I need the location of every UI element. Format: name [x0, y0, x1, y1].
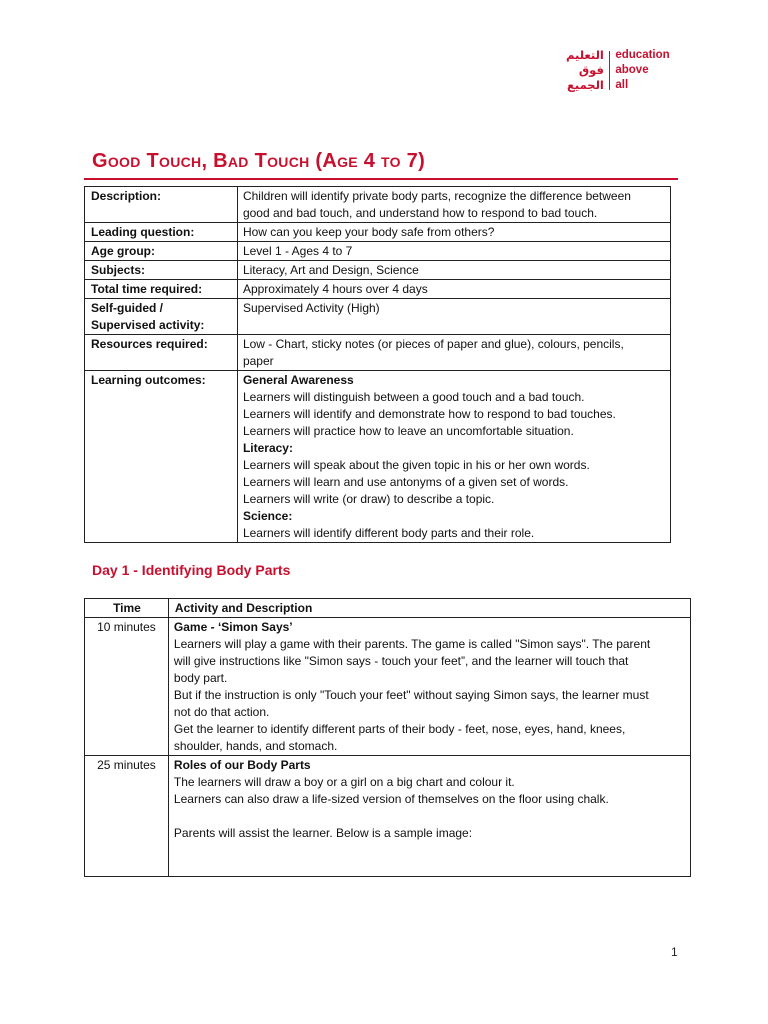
activity-line: Learners can also draw a life-sized version of themselves on the floor using chalk.: [173, 792, 609, 806]
page-title: Good Touch, Bad Touch (Age 4 to 7): [92, 150, 426, 172]
activity-line: shoulder, hands, and stomach.: [173, 739, 338, 753]
overview-value-line: Children will identify private body parts, recognize the difference between: [242, 189, 631, 203]
overview-value: [237, 280, 670, 299]
overview-row: [85, 242, 671, 261]
activity-column-header: Activity and Description: [168, 599, 690, 618]
activity-line: not do that action.: [173, 705, 270, 719]
overview-value: [237, 242, 670, 261]
logo-english-line: above: [615, 64, 649, 76]
outcome-item: Learners will practice how to leave an uncomfortable situation.: [242, 424, 574, 438]
education-above-all-logo: [566, 48, 670, 93]
outcome-group-heading: Science:: [242, 509, 293, 523]
activity-row: [85, 618, 691, 756]
overview-key: Age group:: [85, 242, 238, 261]
overview-value-line: paper: [242, 354, 274, 368]
logo-english-line: all: [615, 79, 629, 91]
overview-value-line: How can you keep your body safe from others?: [242, 225, 495, 239]
activity-line: The learners will draw a boy or a girl on a big chart and colour it.: [173, 775, 515, 789]
logo-arabic-line: فوق: [578, 63, 604, 77]
logo-arabic-line: الجميع: [567, 78, 604, 92]
activity-line: will give instructions like "Simon says - touch your feet”, and the learner will touch that: [173, 654, 629, 668]
overview-row: [85, 335, 671, 371]
overview-value-line: Low - Chart, sticky notes (or pieces of paper and glue), colours, pencils,: [242, 337, 624, 351]
overview-row: [85, 187, 671, 223]
outcome-item: Learners will write (or draw) to describe a topic.: [242, 492, 495, 506]
overview-key: Self-guided / Supervised activity:: [85, 299, 238, 335]
overview-table: [84, 186, 671, 543]
outcome-item: Learners will speak about the given topic in his or her own words.: [242, 458, 590, 472]
overview-value: [237, 261, 670, 280]
logo-english-text: [610, 48, 669, 93]
overview-key: Leading question:: [85, 223, 238, 242]
overview-value-line: good and bad touch, and understand how to respond to bad touch.: [242, 206, 598, 220]
overview-value: [237, 299, 670, 335]
logo-arabic-line: التعليم: [566, 48, 604, 62]
overview-table-body: [85, 187, 671, 543]
day1-activity-table: [84, 598, 691, 877]
blank-line: [174, 808, 685, 825]
activity-line: But if the instruction is only "Touch your feet" without saying Simon says, the learner must: [173, 688, 649, 702]
outcome-item: Learners will distinguish between a good touch and a bad touch.: [242, 390, 585, 404]
overview-row: [85, 280, 671, 299]
page-number: 1: [671, 945, 678, 959]
overview-key: Resources required:: [85, 335, 238, 371]
overview-value: [237, 187, 670, 223]
overview-row: [85, 299, 671, 335]
overview-value: [237, 223, 670, 242]
overview-row: [85, 223, 671, 242]
activity-line: Get the learner to identify different parts of their body - feet, nose, eyes, hand, knees,: [173, 722, 626, 736]
learning-outcomes-row: [85, 371, 671, 543]
overview-key: Description:: [85, 187, 238, 223]
overview-value-line: Level 1 - Ages 4 to 7: [242, 244, 353, 258]
overview-value-line: Approximately 4 hours over 4 days: [242, 282, 428, 296]
activity-time: 10 minutes: [85, 618, 169, 756]
activity-row: [85, 756, 691, 877]
overview-key: Learning outcomes:: [85, 371, 238, 543]
activity-time: 25 minutes: [85, 756, 169, 877]
logo-english-line: education: [615, 49, 670, 61]
activity-title: Game - ‘Simon Says’: [173, 620, 293, 634]
learning-outcomes-value: [237, 371, 670, 543]
overview-row: [85, 261, 671, 280]
title-divider: [84, 178, 678, 180]
outcome-item: Learners will learn and use antonyms of a given set of words.: [242, 475, 569, 489]
outcome-item: Learners will identify and demonstrate how to respond to bad touches.: [242, 407, 616, 421]
overview-value-line: Literacy, Art and Design, Science: [242, 263, 419, 277]
overview-key: Subjects:: [85, 261, 238, 280]
overview-value-line: Supervised Activity (High): [242, 301, 380, 315]
logo-arabic-text: [566, 48, 609, 93]
activity-description: [168, 618, 690, 756]
day1-table-body: [85, 618, 691, 877]
outcome-group-heading: General Awareness: [242, 373, 354, 387]
activity-description: [168, 756, 690, 877]
overview-key: Total time required:: [85, 280, 238, 299]
activity-title: Roles of our Body Parts: [173, 758, 311, 772]
activity-line: Parents will assist the learner. Below is a sample image:: [173, 826, 473, 840]
activity-line: body part.: [173, 671, 228, 685]
outcome-item: Learners will identify different body parts and their role.: [242, 526, 535, 540]
activity-line: Learners will play a game with their parents. The game is called "Simon says". The parent: [173, 637, 651, 651]
day1-heading: Day 1 - Identifying Body Parts: [92, 562, 291, 578]
sample-image-space: [174, 842, 685, 876]
overview-value: [237, 335, 670, 371]
outcome-group-heading: Literacy:: [242, 441, 293, 455]
day1-header-row: [85, 599, 691, 618]
time-column-header: Time: [85, 599, 169, 618]
